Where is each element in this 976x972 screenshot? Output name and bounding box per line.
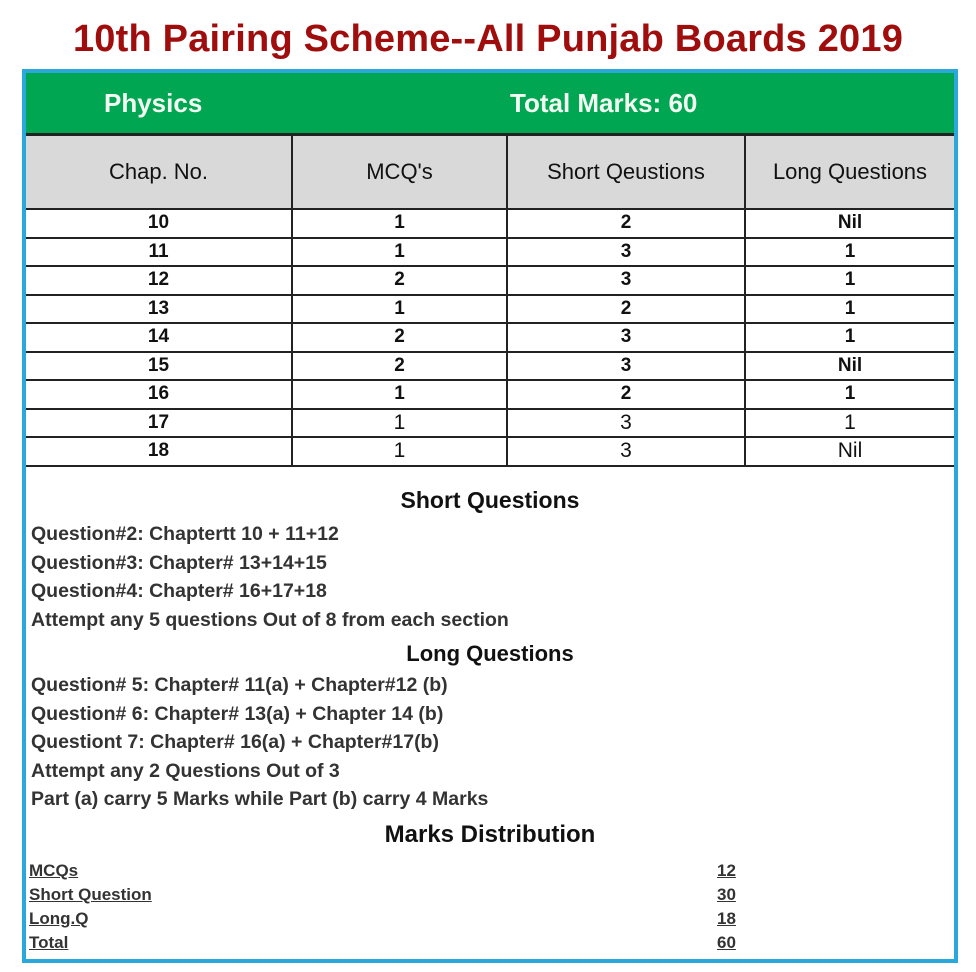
table-cell: 1 (745, 380, 954, 409)
table-cell: 1 (292, 209, 507, 238)
short-question-line: Question#3: Chapter# 13+14+15 (31, 552, 327, 574)
table-cell: 15 (26, 352, 292, 381)
table-row (26, 380, 954, 409)
table-cell: 16 (26, 380, 292, 409)
table-cell: Nil (745, 352, 954, 381)
page-title: 10th Pairing Scheme--All Punjab Boards 2019 (72, 18, 904, 60)
table-cell: 3 (507, 266, 745, 295)
table-cell: 1 (292, 409, 507, 438)
short-question-line: Question#4: Chapter# 16+17+18 (31, 580, 327, 602)
table-row (26, 266, 954, 295)
chapter-table (26, 133, 954, 467)
table-cell: 3 (507, 238, 745, 267)
column-header: Short Qeustions (507, 135, 745, 210)
marks-label: Short Question (29, 885, 152, 904)
table-cell: 1 (292, 380, 507, 409)
table-row (26, 323, 954, 352)
table-header-row (26, 135, 954, 210)
column-header: Long Questions (745, 135, 954, 210)
table-cell: 1 (745, 409, 954, 438)
marks-distribution-heading: Marks Distribution (384, 821, 596, 848)
table-row (26, 209, 954, 238)
table-row (26, 352, 954, 381)
table-cell: 11 (26, 238, 292, 267)
long-question-line: Attempt any 2 Questions Out of 3 (31, 760, 340, 782)
short-questions-heading: Short Questions (400, 487, 580, 513)
long-question-line: Questiont 7: Chapter# 16(a) + Chapter#17(b) (31, 731, 439, 753)
marks-value: 60 (717, 933, 736, 952)
table-cell: 3 (507, 409, 745, 438)
table-cell: 1 (292, 295, 507, 324)
table-cell: 1 (745, 266, 954, 295)
subject-label: Physics (104, 88, 203, 118)
long-question-line: Question# 6: Chapter# 13(a) + Chapter 14 (b) (31, 703, 444, 725)
table-cell: 2 (292, 266, 507, 295)
table-row (26, 238, 954, 267)
column-header: Chap. No. (26, 135, 292, 210)
table-cell: 3 (507, 323, 745, 352)
marks-value: 30 (717, 885, 736, 904)
scheme-frame (22, 69, 958, 963)
table-row (26, 295, 954, 324)
long-question-line: Question# 5: Chapter# 11(a) + Chapter#12 (b) (31, 674, 448, 696)
total-marks-label: Total Marks: 60 (510, 88, 698, 118)
table-cell: 3 (507, 437, 745, 466)
short-question-line: Attempt any 5 questions Out of 8 from each section (31, 609, 509, 631)
table-cell: Nil (745, 209, 954, 238)
marks-label: MCQs (29, 861, 79, 880)
table-cell: 2 (292, 352, 507, 381)
long-question-line: Part (a) carry 5 Marks while Part (b) carry 4 Marks (31, 788, 489, 810)
table-cell: 10 (26, 209, 292, 238)
table-cell: 1 (745, 238, 954, 267)
table-cell: 18 (26, 437, 292, 466)
marks-value: 18 (717, 909, 736, 928)
table-cell: 1 (292, 437, 507, 466)
table-cell: 13 (26, 295, 292, 324)
short-question-line: Question#2: Chaptertt 10 + 11+12 (31, 523, 339, 545)
table-row (26, 409, 954, 438)
table-cell: Nil (745, 437, 954, 466)
table-cell: 3 (507, 352, 745, 381)
subject-header (26, 73, 954, 133)
long-questions-heading: Long Questions (406, 641, 574, 666)
marks-value: 12 (717, 861, 736, 880)
table-row (26, 437, 954, 466)
marks-label: Long.Q (29, 909, 89, 928)
table-cell: 2 (507, 209, 745, 238)
table-cell: 2 (507, 295, 745, 324)
table-cell: 2 (292, 323, 507, 352)
table-cell: 1 (292, 238, 507, 267)
table-cell: 1 (745, 323, 954, 352)
table-cell: 12 (26, 266, 292, 295)
column-header: MCQ's (292, 135, 507, 210)
table-cell: 17 (26, 409, 292, 438)
marks-label: Total (29, 933, 69, 952)
table-cell: 1 (745, 295, 954, 324)
table-cell: 2 (507, 380, 745, 409)
table-cell: 14 (26, 323, 292, 352)
